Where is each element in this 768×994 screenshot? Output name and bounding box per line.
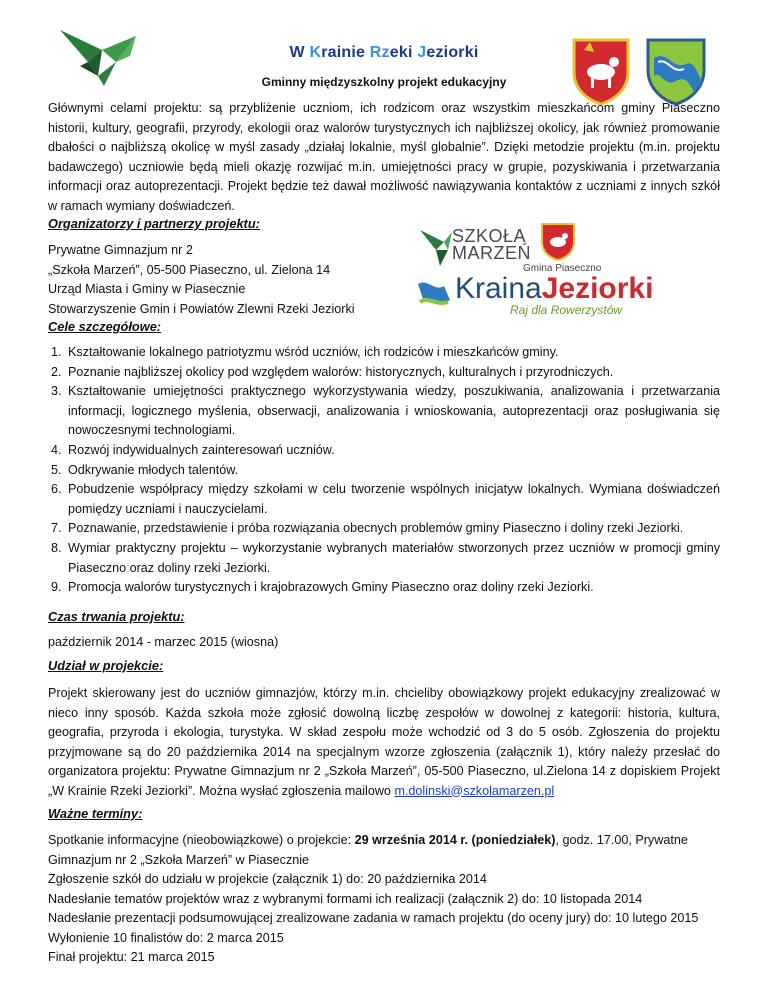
goal-item: 8. Wymiar praktyczny projektu – wykorzystanie wybranych materiałów stworzonych przez uczniów w promocji gminy Piaseczno oraz doliny rzeki Jeziorki. bbox=[65, 539, 720, 578]
duration-text: październik 2014 - marzec 2015 (wiosna) bbox=[48, 635, 279, 649]
organizers-heading: Organizatorzy i partnerzy projektu: bbox=[48, 216, 260, 231]
participation-heading: Udział w projekcie: bbox=[48, 658, 164, 673]
dates-heading: Ważne terminy: bbox=[48, 806, 143, 821]
gmina-label: Gmina Piaseczno bbox=[523, 263, 602, 274]
goals-list bbox=[16, 343, 720, 598]
organizer-line: Urząd Miasta i Gminy w Piasecznie bbox=[48, 282, 246, 296]
goals-list-container bbox=[16, 343, 720, 598]
meeting-date: 29 września 2014 r. (poniedziałek) bbox=[354, 833, 556, 847]
email-link[interactable]: m.dolinski@szkolamarzen.pl bbox=[394, 783, 555, 798]
organizer-line: Prywatne Gimnazjum nr 2 bbox=[48, 243, 193, 257]
organizer-line: Stowarzyszenie Gmin i Powiatów Zlewni Rzeki Jeziorki bbox=[48, 301, 355, 316]
gmina-arms-icon bbox=[540, 222, 576, 262]
goal-item: 3. Kształtowanie umiejętności praktycznego wykorzystywania wiedzy, poszukiwania, analizowania i przetwarzania informacji, logicznego myślenia, obserwacji, analizowania i wnioskowania, autoprezentacji oraz posługiwania się nowoczesnymi technologiami. bbox=[65, 382, 720, 441]
participation-paragraph bbox=[48, 684, 720, 801]
date-line: Wyłonienie 10 finalistów do: 2 marca 2015 bbox=[48, 930, 284, 945]
date-line: Nadesłanie prezentacji podsumowującej zrealizowane zadania w ramach projektu (do oceny jury) do: 10 lutego 2015 bbox=[48, 911, 699, 925]
goal-item: 5. Odkrywanie młodych talentów. bbox=[65, 461, 720, 481]
duration-heading: Czas trwania projektu: bbox=[48, 609, 185, 624]
participation-text: Projekt skierowany jest do uczniów gimnazjów, którzy m.in. chcieliby obowiązkowy projekt edukacyjny zrealizować w nieco inny sposób. Każda szkoła może zgłosić dowolną liczbę zespołów w dowolnej z kategorii: historia, kultura, geografia, przyroda i ekologia, turystyka. W skład zespołu może wchodzić od 3 do 5 osób. Zgłoszenia do projektu przyjmowane są do 20 października 2014 na specjalnym wzorze zgłoszenia (załącznik 1), który należy przesłać do organizatora projektu: Prywatne Gimnazjum nr 2 „Szkoła Marzeń”, 05-500 Piaseczno, ul.Zielona 14 z dopiskiem Projekt „W Krainie Rzeki Jeziorki”. Można wysłać zgłoszenia mailowo bbox=[48, 686, 720, 798]
kraina-tagline: Raj dla Rowerzystów bbox=[510, 303, 623, 317]
organizer-line: „Szkoła Marzeń”, 05-500 Piaseczno, ul. Zielona 14 bbox=[48, 262, 331, 277]
meeting-line bbox=[48, 831, 738, 870]
date-line: Finał projektu: 21 marca 2015 bbox=[48, 950, 215, 964]
goal-item: 2. Poznanie najbliższej okolicy pod względem walorów: historycznych, kulturalnych i przyrodniczych. bbox=[65, 363, 720, 383]
document-subtitle: Gminny międzyszkolny projekt edukacyjny bbox=[261, 75, 507, 89]
meeting-prefix: Spotkanie informacyjne (nieobowiązkowe) o projekcie: bbox=[48, 833, 355, 847]
intro-paragraph: Głównymi celami projektu: są przybliżenie uczniom, ich rodzicom oraz wszystkim mieszkańcom gminy Piaseczno historii, kultury, geografii, przyrody, ekologii oraz walorów turystycznych ich najbliższej okolicy, jak również promowanie dbałości o najbliższą okolicę w myśl zasady „działaj lokalnie, myśl globalnie”. Dzięki metodzie projektu (m.in. projektu badawczego) uczniowie będą mieli okazję rozwijać m.in. umiejętności pracy w grupie, pozyskiwania i przetwarzania informacji oraz autoprezentacji. Projekt będzie też dawał możliwość nawiązywania kontaktów z uczniami z innych szkół w ramach wymiany doświadczeń. bbox=[48, 101, 720, 213]
goal-item: 9. Promocja walorów turystycznych i krajobrazowych Gminy Piaseczno oraz doliny rzeki Jeziorki. bbox=[65, 578, 720, 598]
szkola-marzen-bird-icon bbox=[418, 228, 454, 268]
goal-item: 1. Kształtowanie lokalnego patriotyzmu wśród uczniów, ich rodziców i mieszkańców gminy. bbox=[65, 343, 720, 363]
goals-heading: Cele szczegółowe: bbox=[48, 319, 162, 334]
goal-item: 6. Pobudzenie współpracy między szkołami w celu tworzenie wspólnych inicjatyw lokalnych. Wymiana doświadczeń pomiędzy uczniami i nauczycielami. bbox=[65, 480, 720, 519]
szkola-marzen-logo bbox=[452, 228, 531, 262]
szkola-logo-text: SZKOŁA bbox=[452, 226, 527, 246]
document-title: W Krainie Rzeki Jeziorki bbox=[289, 44, 479, 61]
dates-list bbox=[48, 831, 738, 968]
meeting-suffix: , godz. 17.00, Prywatne Gimnazjum nr 2 „Szkoła Marzeń” w Piasecznie bbox=[48, 833, 688, 867]
jeziorki-word: Jeziorki bbox=[541, 272, 654, 305]
goal-item: 7. Poznawanie, przedstawienie i próba rozwiązania obecnych problemów gminy Piaseczno i doliny rzeki Jeziorki. bbox=[65, 519, 720, 539]
date-line: Nadesłanie tematów projektów wraz z wybranymi formami ich realizacji (załącznik 2) do: 10 listopada 2014 bbox=[48, 891, 643, 906]
marzen-logo-text: MARZEŃ bbox=[452, 243, 531, 263]
kraina-shield-icon bbox=[644, 36, 708, 106]
date-line: Zgłoszenie szkół do udziału w projekcie (załącznik 1) do: 20 października 2014 bbox=[48, 872, 487, 886]
kraina-word: Kraina bbox=[455, 272, 542, 305]
goal-item: 4. Rozwój indywidualnych zainteresowań uczniów. bbox=[65, 441, 720, 461]
organizers-list bbox=[48, 241, 428, 319]
coat-of-arms-icon bbox=[570, 36, 632, 106]
kraina-logo-icon bbox=[414, 276, 454, 312]
